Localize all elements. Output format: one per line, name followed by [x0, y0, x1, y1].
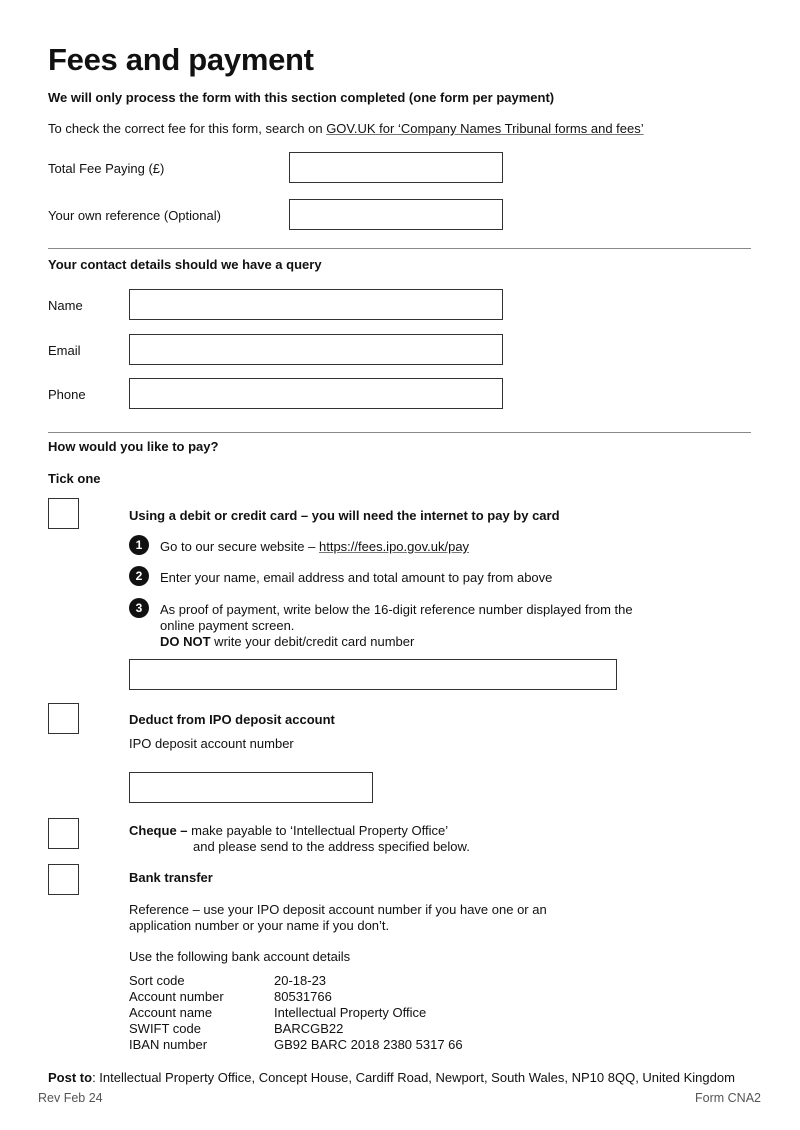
page-subtitle: We will only process the form with this section completed (one form per payment) [48, 90, 555, 105]
bank-detail-row [129, 1021, 344, 1036]
fee-check-prefix: To check the correct fee for this form, search on [48, 121, 327, 136]
fees-website-link[interactable]: https://fees.ipo.gov.uk/pay [318, 539, 470, 554]
do-not-warning: DO NOT [160, 634, 211, 649]
step-3-line-2: online payment screen. [160, 618, 295, 633]
email-input[interactable] [129, 334, 503, 365]
page-title: Fees and payment [48, 42, 314, 77]
post-to-label: Post to [48, 1070, 93, 1085]
name-input[interactable] [129, 289, 503, 320]
step-number-2: 2 [129, 566, 149, 586]
name-label: Name [48, 298, 83, 313]
step-3-line-3-text: write your debit/credit card number [210, 634, 415, 649]
email-label: Email [48, 343, 81, 358]
cheque-instruction-2: and please send to the address specified below. [193, 839, 470, 854]
step-3-line-1: As proof of payment, write below the 16-digit reference number displayed from the [160, 602, 633, 617]
step-number-1: 1 [129, 535, 149, 555]
fee-check-link[interactable]: GOV.UK for ‘Company Names Tribunal forms and fees’ [326, 121, 644, 136]
step-1-text [160, 539, 469, 554]
step-1-label: Go to our secure website – [160, 539, 319, 554]
post-to-address [48, 1070, 735, 1085]
cheque-label: Cheque – [129, 823, 188, 838]
bank-transfer-checkbox[interactable] [48, 864, 79, 895]
cheque-instruction-1: make payable to ‘Intellectual Property Office’ [187, 823, 449, 838]
payment-heading: How would you like to pay? [48, 439, 219, 454]
total-fee-input[interactable] [289, 152, 503, 183]
form-id: Form CNA2 [695, 1091, 761, 1105]
deposit-account-number-label: IPO deposit account number [129, 736, 294, 751]
step-2-text: Enter your name, email address and total amount to pay from above [160, 570, 553, 585]
bank-detail-key: Account number [129, 989, 224, 1004]
own-reference-input[interactable] [289, 199, 503, 230]
bank-detail-row [129, 1005, 427, 1020]
bank-details-intro: Use the following bank account details [129, 949, 351, 964]
card-reference-input[interactable] [129, 659, 617, 690]
section-divider [48, 248, 751, 249]
bank-reference-line-2: application number or your name if you don’t. [129, 918, 390, 933]
phone-input[interactable] [129, 378, 503, 409]
cheque-text-line-1 [129, 823, 448, 838]
bank-transfer-label: Bank transfer [129, 870, 213, 885]
tick-one-label: Tick one [48, 471, 101, 486]
bank-detail-value: GB92 BARC 2018 2380 5317 66 [274, 1037, 463, 1052]
bank-detail-row [129, 989, 332, 1004]
bank-detail-value: BARCGB22 [274, 1021, 344, 1036]
step-number-3: 3 [129, 598, 149, 618]
cheque-checkbox[interactable] [48, 818, 79, 849]
fee-check-text [48, 121, 644, 136]
total-fee-label: Total Fee Paying (£) [48, 161, 165, 176]
bank-detail-row [129, 973, 327, 988]
bank-detail-key: SWIFT code [129, 1021, 202, 1036]
bank-reference-line-1: Reference – use your IPO deposit account number if you have one or an [129, 902, 547, 917]
card-payment-label: Using a debit or credit card – you will need the internet to pay by card [129, 508, 560, 523]
bank-detail-value: 20-18-23 [274, 973, 327, 988]
bank-detail-value: 80531766 [274, 989, 332, 1004]
step-3-line-3 [160, 634, 414, 649]
bank-detail-value: Intellectual Property Office [274, 1005, 427, 1020]
revision-date: Rev Feb 24 [38, 1091, 103, 1105]
bank-detail-row [129, 1037, 463, 1052]
bank-detail-key: IBAN number [129, 1037, 208, 1052]
section-divider [48, 432, 751, 433]
bank-detail-key: Account name [129, 1005, 213, 1020]
deposit-account-input[interactable] [129, 772, 373, 803]
contact-heading: Your contact details should we have a query [48, 257, 322, 272]
deposit-account-checkbox[interactable] [48, 703, 79, 734]
phone-label: Phone [48, 387, 86, 402]
own-reference-label: Your own reference (Optional) [48, 208, 221, 223]
card-payment-checkbox[interactable] [48, 498, 79, 529]
deposit-account-label: Deduct from IPO deposit account [129, 712, 335, 727]
bank-detail-key: Sort code [129, 973, 185, 988]
post-address-text: : Intellectual Property Office, Concept House, Cardiff Road, Newport, South Wales, NP10 8QQ, United Kingdom [92, 1070, 735, 1085]
